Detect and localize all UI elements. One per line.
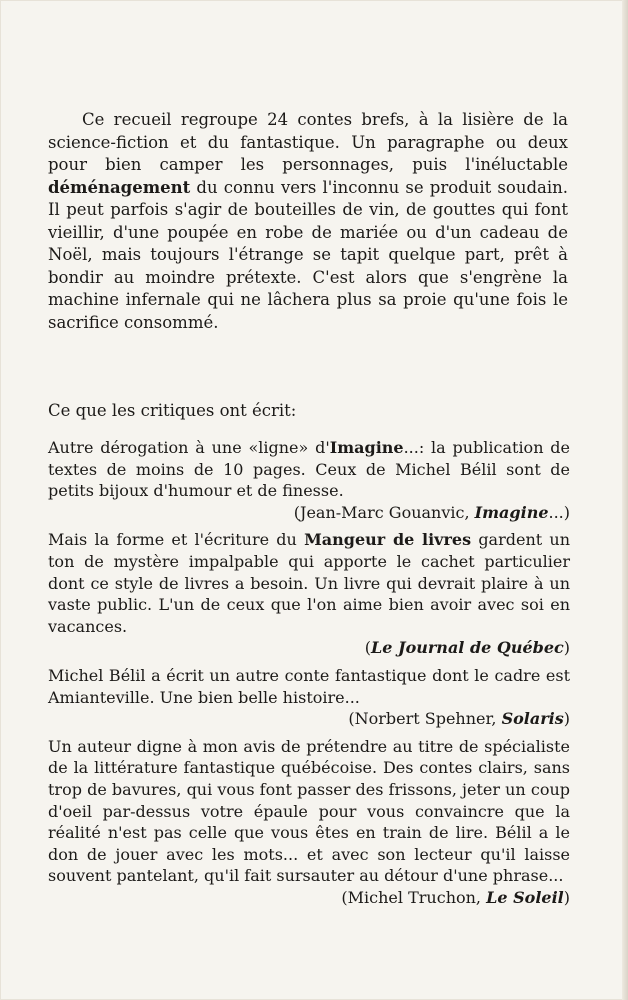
source-author: ( xyxy=(364,638,371,658)
critic-quote xyxy=(48,665,570,730)
book-blurb xyxy=(48,109,568,334)
quote-text xyxy=(48,736,570,887)
blurb-text-continued: du connu vers l'inconnu se produit soudain. Il peut parfois s'agir de bouteilles de vin, de gouttes qui font vieillir, d'une poupée en robe de mariée ou d'un cadeau de Noël, mais toujours l'étrange se tapit quelque part, prêt à bondir au moindre prétexte. C'est alors que s'engrène la machine infernale qui ne lâchera plus sa proie qu'une fois le sacrifice consommé. xyxy=(48,177,568,332)
blurb-text: Ce recueil regroupe 24 contes brefs, à la lisière de la science-fiction et du fantastique. Un paragraphe ou deux pour bien camper les personnages, puis l'inéluctable xyxy=(48,110,568,174)
source-close: ) xyxy=(563,887,570,907)
quote-title: Mangeur de livres xyxy=(304,530,472,550)
source-publication: Le Soleil xyxy=(486,887,564,907)
quote-segment: Autre dérogation à une «ligne» d' xyxy=(48,438,330,457)
quote-text xyxy=(48,665,570,708)
source-author: (Michel Truchon, xyxy=(341,887,487,907)
quote-source xyxy=(48,637,570,659)
source-author: (Norbert Spehner, xyxy=(348,709,502,729)
quote-segment: Un auteur digne à mon avis de prétendre au titre de spécialiste de la littérature fantastique québécoise. Des contes clairs, sans trop de bavures, qui vous font passer des frissons, jeter un coup d'oeil par-dessus votre épaule pour vous convaincre que la réalité n'est pas celle que vous êtes en train de lire. Bélil a le don de jouer avec les mots... et avec son lecteur qu'il laisse souvent pantelant, qu'il fait sursauter au détour d'une phrase... xyxy=(48,736,570,886)
source-publication: Imagine xyxy=(474,502,549,522)
critic-quote xyxy=(48,437,570,523)
quote-source xyxy=(48,502,570,524)
quote-segment: gardent un ton de mystère impalpable qui apporte le cachet particulier dont ce style de livres a besoin. Un livre qui devrait plaire à un vaste public. L'un de ceux que l'on aime bien avoir avec soi en vacances. xyxy=(48,530,571,636)
quote-segment: Mais la forme et l'écriture du xyxy=(48,530,305,550)
quote-source xyxy=(48,708,570,730)
quote-text xyxy=(48,529,570,637)
source-publication: Le Journal de Québec xyxy=(371,638,564,658)
source-close: ) xyxy=(563,638,570,658)
quote-title: Imagine xyxy=(329,438,404,457)
quote-text xyxy=(48,437,570,502)
source-author: (Jean-Marc Gouanvic, xyxy=(293,502,475,522)
source-close: ) xyxy=(563,709,570,729)
critic-quote xyxy=(48,529,570,659)
quote-segment: ...: la publication de textes de moins de 10 pages. Ceux de Michel Bélil sont de petits bijoux d'humour et de finesse. xyxy=(48,438,571,501)
blurb-emphasis: déménagement xyxy=(48,177,191,197)
critic-quote xyxy=(48,736,570,909)
critic-quotes xyxy=(48,437,570,914)
quote-source xyxy=(48,887,570,909)
quote-segment: Michel Bélil a écrit un autre conte fantastique dont le cadre est Amianteville. Une bien belle histoire... xyxy=(48,665,570,707)
source-publication: Solaris xyxy=(501,709,564,729)
source-close: ...) xyxy=(548,502,570,522)
critics-heading: Ce que les critiques ont écrit: xyxy=(48,401,297,420)
